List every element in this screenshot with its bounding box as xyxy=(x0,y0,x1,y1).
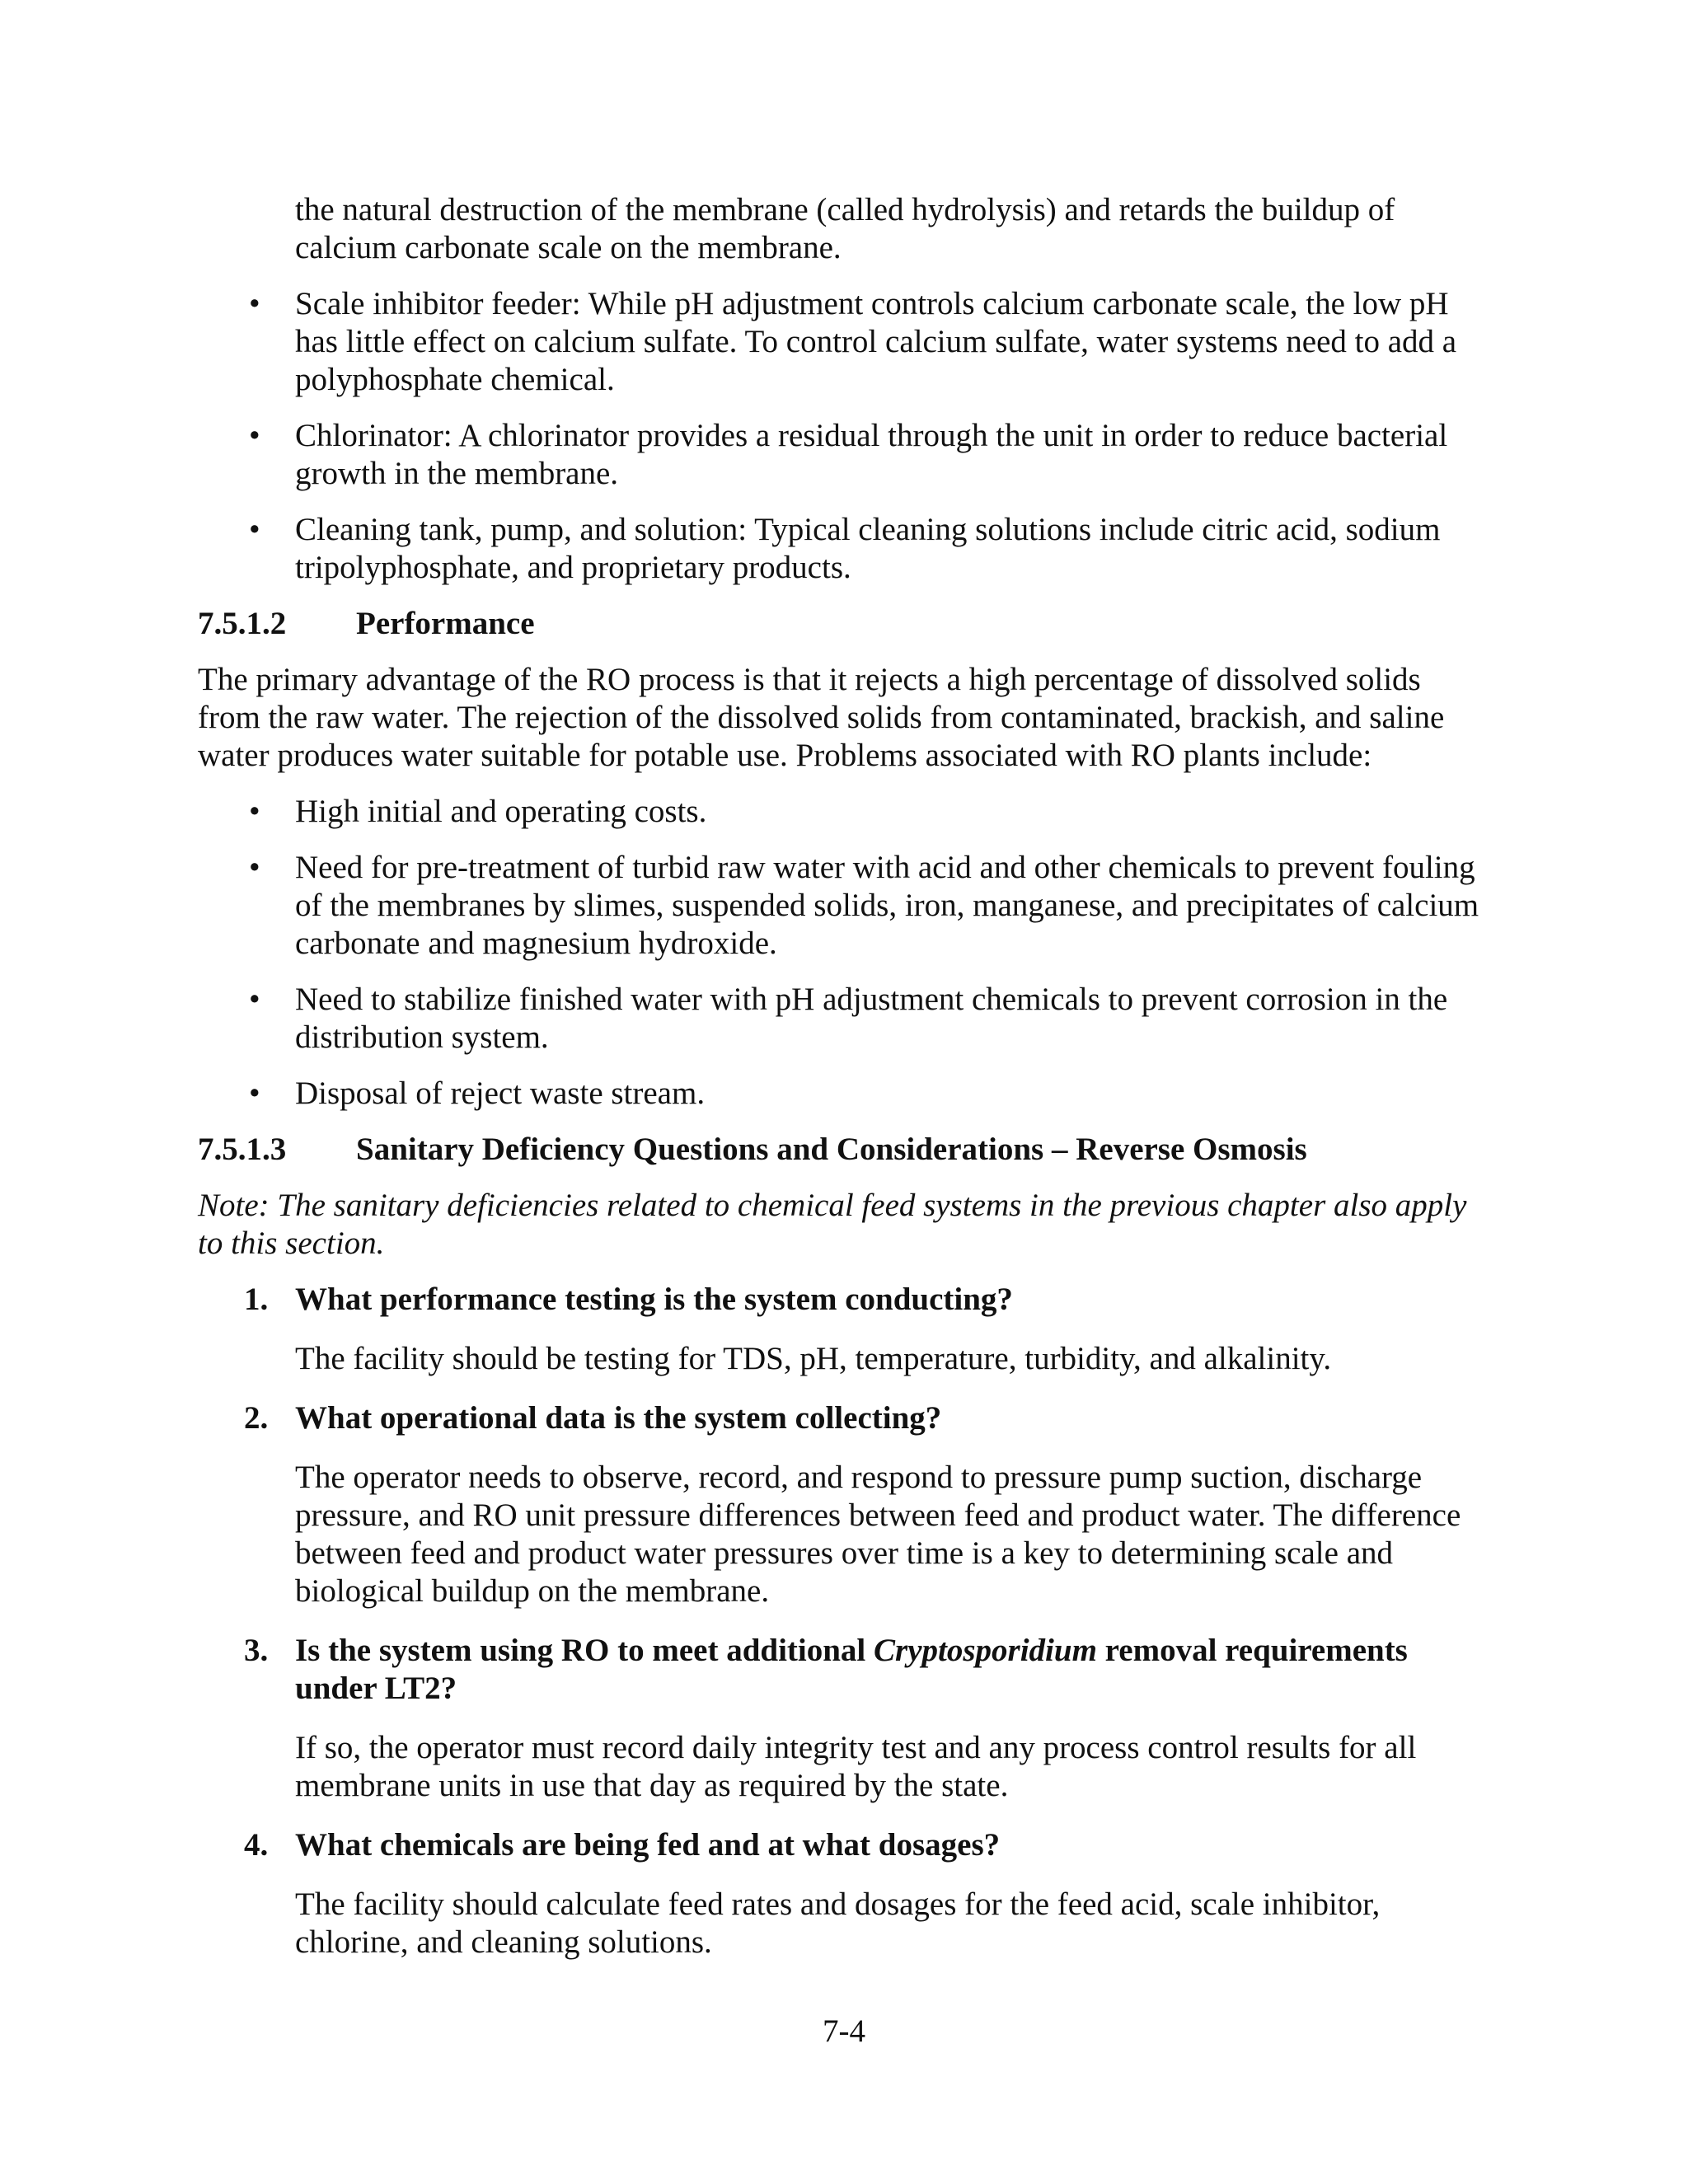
list-item xyxy=(198,1075,1484,1113)
section-heading-sanitary xyxy=(198,1131,1484,1169)
bullet-icon: • xyxy=(249,794,260,829)
question-answer: The operator needs to observe, record, and respond to pressure pump suction, discharge pressure, and RO unit pressure differences between feed and product water. The difference between feed and product water pressures over time is a key to determining scale and biological buildup on the membrane. xyxy=(295,1460,1461,1609)
list-item xyxy=(198,849,1484,963)
question-title-part: removal requirements under LT2? xyxy=(295,1633,1408,1706)
equipment-bullet-list xyxy=(198,285,1484,587)
list-item xyxy=(198,793,1484,831)
bullet-text: Disposal of reject waste stream. xyxy=(295,1076,706,1111)
bullet-text: Chlorinator: A chlorinator provides a residual through the unit in order to reduce bacterial growth in the membrane. xyxy=(295,418,1448,491)
question-number: 4. xyxy=(244,1827,269,1863)
bullet-text: Scale inhibitor feeder: While pH adjustment controls calcium carbonate scale, the low pH has little effect on calcium sulfate. To control calcium sulfate, water systems need to add a polyphosphate chemical. xyxy=(295,286,1457,397)
question-item xyxy=(198,1632,1484,1805)
section-note: Note: The sanitary deficiencies related to chemical feed systems in the previous chapter also apply to this section. xyxy=(198,1188,1467,1261)
question-answer: The facility should calculate feed rates and dosages for the feed acid, scale inhibitor, chlorine, and cleaning solutions. xyxy=(295,1886,1381,1960)
question-item xyxy=(198,1826,1484,1961)
list-item xyxy=(198,981,1484,1057)
list-item xyxy=(198,417,1484,493)
question-number: 1. xyxy=(244,1282,269,1317)
bullet-icon: • xyxy=(249,982,260,1017)
question-title: What chemicals are being fed and at what dosages? xyxy=(295,1827,1001,1863)
page-number: 7-4 xyxy=(823,2013,865,2049)
bullet-icon: • xyxy=(249,286,260,321)
section-number: 7.5.1.3 xyxy=(198,1132,287,1167)
question-item xyxy=(198,1281,1484,1378)
bullet-icon: • xyxy=(249,1076,260,1111)
list-item xyxy=(198,511,1484,587)
question-title xyxy=(295,1632,1484,1708)
page-content xyxy=(198,191,1484,1983)
problems-bullet-list xyxy=(198,793,1484,1113)
continued-paragraph: the natural destruction of the membrane (called hydrolysis) and retards the buildup of calcium carbonate scale on the membrane. xyxy=(295,192,1395,265)
bullet-icon: • xyxy=(249,418,260,453)
section-title: Sanitary Deficiency Questions and Considerations – Reverse Osmosis xyxy=(356,1132,1307,1167)
performance-paragraph: The primary advantage of the RO process is that it rejects a high percentage of dissolved solids from the raw water. The rejection of the dissolved solids from contaminated, brackish, and saline water produces water suitable for potable use. Problems associated with RO plants include: xyxy=(198,662,1445,773)
bullet-text: Cleaning tank, pump, and solution: Typical cleaning solutions include citric acid, sodium tripolyphosphate, and proprietary products. xyxy=(295,512,1441,585)
question-item xyxy=(198,1399,1484,1610)
question-title-italic: Cryptosporidium xyxy=(874,1633,1097,1668)
section-title: Performance xyxy=(356,606,535,641)
section-heading-performance xyxy=(198,605,1484,643)
bullet-icon: • xyxy=(249,850,260,885)
question-answer: The facility should be testing for TDS, pH, temperature, turbidity, and alkalinity. xyxy=(295,1341,1332,1376)
question-number: 3. xyxy=(244,1633,269,1668)
question-title-part: Is the system using RO to meet additional xyxy=(295,1633,874,1668)
question-number: 2. xyxy=(244,1400,269,1436)
list-item xyxy=(198,285,1484,399)
question-title: What performance testing is the system conducting? xyxy=(295,1282,1013,1317)
bullet-text: High initial and operating costs. xyxy=(295,794,707,829)
bullet-text: Need for pre-treatment of turbid raw water with acid and other chemicals to prevent fouling of the membranes by slimes, suspended solids, iron, manganese, and precipitates of calcium carbonate and magnesium hydroxide. xyxy=(295,850,1479,961)
question-title: What operational data is the system collecting? xyxy=(295,1400,942,1436)
question-list xyxy=(198,1281,1484,1961)
bullet-icon: • xyxy=(249,512,260,547)
section-number: 7.5.1.2 xyxy=(198,606,287,641)
bullet-text: Need to stabilize finished water with pH adjustment chemicals to prevent corrosion in the distribution system. xyxy=(295,982,1448,1055)
question-answer: If so, the operator must record daily integrity test and any process control results for all membrane units in use that day as required by the state. xyxy=(295,1730,1417,1803)
